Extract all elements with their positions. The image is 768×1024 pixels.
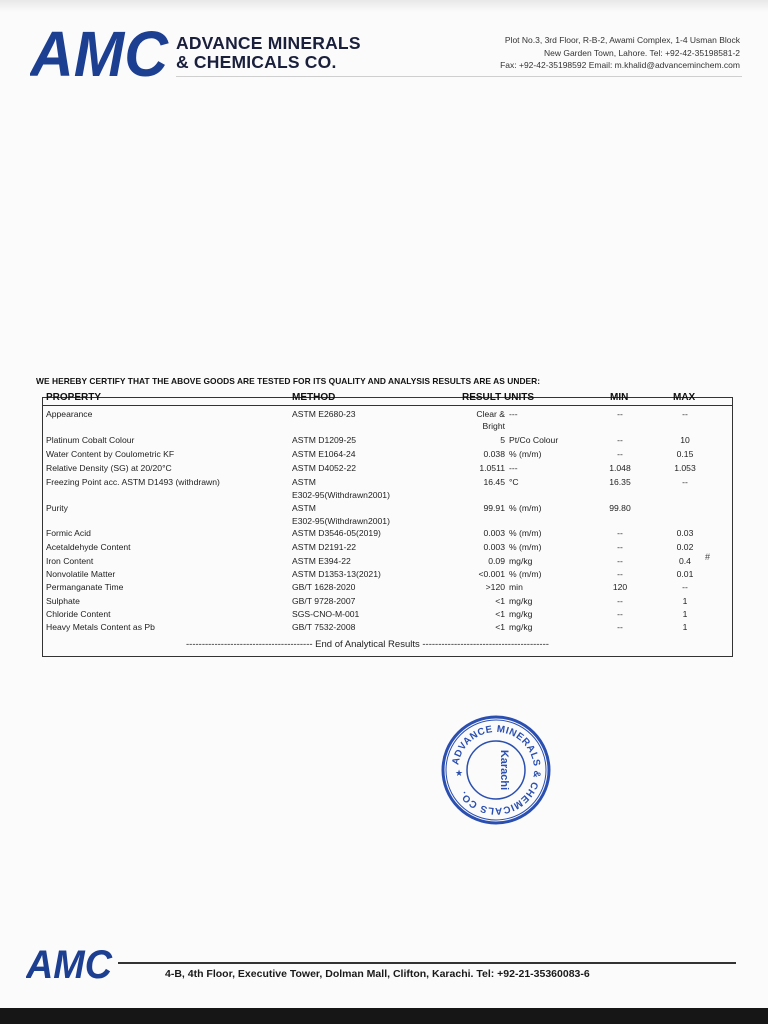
- cell-method: ASTM D1353-13(2021): [292, 569, 381, 579]
- cell-method: ASTM: [292, 477, 316, 487]
- cell-property: Heavy Metals Content as Pb: [46, 622, 155, 632]
- cell-unit: mg/kg: [509, 556, 533, 566]
- cell-min: 99.80: [609, 503, 631, 513]
- header-address-line1: Plot No.3, 3rd Floor, R-B-2, Awami Complex, 1-4 Usman Block: [504, 35, 740, 45]
- cell-unit: Pt/Co Colour: [509, 435, 559, 445]
- cell-unit: % (m/m): [509, 503, 542, 513]
- cell-property: Purity: [46, 503, 68, 513]
- seal-city: Karachi: [498, 749, 510, 791]
- cell-max: --: [682, 582, 688, 592]
- scan-bottom-edge: [0, 1008, 768, 1024]
- cell-property: Platinum Cobalt Colour: [46, 435, 135, 445]
- cell-max: 1: [682, 609, 688, 619]
- cell-min: 120: [612, 582, 628, 592]
- cell-result: Bright: [482, 421, 505, 431]
- cell-result: 0.038: [483, 449, 505, 459]
- cell-result: Clear &: [476, 409, 505, 419]
- cell-result: 0.003: [483, 542, 505, 552]
- cell-max: 0.03: [676, 528, 694, 538]
- cell-method: ASTM: [292, 503, 316, 513]
- cell-method: ASTM D4052-22: [292, 463, 357, 473]
- cell-method: E302-95(Withdrawn2001): [292, 490, 390, 500]
- cell-method: ASTM E2680-23: [292, 409, 356, 419]
- company-name: [176, 34, 361, 72]
- cell-min: --: [617, 569, 623, 579]
- cell-result: <0.001: [478, 569, 505, 579]
- header-address-line3: Fax: +92-42-35198592 Email: m.khalid@advanceminchem.com: [500, 60, 740, 70]
- cell-min: 1.048: [609, 463, 631, 473]
- cell-unit: % (m/m): [509, 528, 542, 538]
- company-seal: [440, 714, 552, 826]
- scan-edge-shadow: [0, 0, 768, 12]
- cell-min: --: [617, 435, 623, 445]
- cell-property: Appearance: [46, 409, 93, 419]
- cell-result: <1: [495, 622, 505, 632]
- cell-max: 0.01: [676, 569, 694, 579]
- cell-max: 0.02: [676, 542, 694, 552]
- amc-logo: [30, 22, 170, 82]
- cell-result: 0.09: [488, 556, 505, 566]
- cell-result: 99.91: [483, 503, 505, 513]
- cell-result: <1: [495, 609, 505, 619]
- cell-method: ASTM E1064-24: [292, 449, 356, 459]
- cell-min: --: [617, 622, 623, 632]
- certification-statement: WE HEREBY CERTIFY THAT THE ABOVE GOODS ARE TESTED FOR ITS QUALITY AND ANALYSIS RESULTS ARE AS UNDER:: [36, 376, 541, 386]
- cell-unit: % (m/m): [509, 449, 542, 459]
- cell-method: SGS-CNO-M-001: [292, 609, 360, 619]
- footer-rule: [118, 962, 736, 964]
- footer-amc-logo: [26, 944, 114, 982]
- cell-result: <1: [495, 596, 505, 606]
- header-property: PROPERTY: [46, 392, 102, 403]
- cell-property: Freezing Point acc. ASTM D1493 (withdrawn): [46, 477, 220, 487]
- cell-unit: mg/kg: [509, 609, 533, 619]
- cell-method: E302-95(Withdrawn2001): [292, 516, 390, 526]
- cell-min: 16.35: [609, 477, 631, 487]
- cell-property: Water Content by Coulometric KF: [46, 449, 175, 459]
- cell-unit: min: [509, 582, 523, 592]
- footer-address: 4-B, 4th Floor, Executive Tower, Dolman Mall, Clifton, Karachi. Tel: +92-21-35360083-6: [165, 968, 590, 980]
- cell-method: ASTM D1209-25: [292, 435, 357, 445]
- cell-unit: ---: [509, 409, 518, 419]
- cell-method: ASTM D3546-05(2019): [292, 528, 381, 538]
- cell-result: >120: [485, 582, 505, 592]
- cell-property: Acetaldehyde Content: [46, 542, 131, 552]
- end-of-results: ---------------------------------------- End of Analytical Results ----------------------------------------: [186, 639, 549, 650]
- cell-property: Nonvolatile Matter: [46, 569, 116, 579]
- cell-property: Relative Density (SG) at 20/20°C: [46, 463, 172, 473]
- cell-min: --: [617, 528, 623, 538]
- seal-star-icon: ★: [455, 768, 464, 778]
- cell-property: Iron Content: [46, 556, 94, 566]
- cell-unit: % (m/m): [509, 569, 542, 579]
- cell-max: 1: [682, 596, 688, 606]
- cell-property: Chloride Content: [46, 609, 111, 619]
- header-result-units: RESULT UNITS: [462, 392, 535, 403]
- seal-ring-text: ADVANCE MINERALS & CHEMICALS CO.: [450, 723, 543, 817]
- cell-min: --: [617, 449, 623, 459]
- header-address-line2: New Garden Town, Lahore. Tel: +92-42-35198581-2: [543, 47, 740, 58]
- cell-property: Permanganate Time: [46, 582, 124, 592]
- margin-mark: #: [705, 552, 711, 562]
- cell-result: 0.003: [483, 528, 505, 538]
- cell-min: --: [617, 596, 623, 606]
- header-rule: [176, 76, 742, 77]
- cell-min: --: [617, 409, 623, 419]
- cell-unit: mg/kg: [509, 596, 533, 606]
- company-name-line2: & CHEMICALS CO.: [176, 52, 337, 72]
- cell-max: 1.053: [674, 463, 696, 473]
- cell-property: Formic Acid: [46, 528, 91, 538]
- cell-result: 1.0511: [479, 463, 505, 473]
- header-contact: [500, 34, 740, 72]
- header-min: MIN: [610, 392, 629, 403]
- header-method: METHOD: [292, 392, 336, 403]
- cell-max: 0.15: [676, 449, 694, 459]
- cell-unit: % (m/m): [509, 542, 542, 552]
- cell-method: GB/T 9728-2007: [292, 596, 356, 606]
- company-name-line1: ADVANCE MINERALS: [176, 33, 361, 53]
- cell-unit: mg/kg: [509, 622, 533, 632]
- cell-method: ASTM D2191-22: [292, 542, 357, 552]
- cell-unit: ---: [509, 463, 518, 473]
- cell-min: --: [617, 556, 623, 566]
- cell-max: 1: [682, 622, 688, 632]
- cell-method: GB/T 7532-2008: [292, 622, 356, 632]
- cell-result: 5: [500, 435, 505, 445]
- table-header-rule: [42, 405, 732, 406]
- cell-min: --: [617, 609, 623, 619]
- cell-result: 16.45: [483, 477, 505, 487]
- cell-unit: °C: [509, 477, 519, 487]
- cell-min: --: [617, 542, 623, 552]
- cell-property: Sulphate: [46, 596, 80, 606]
- cell-method: ASTM E394-22: [292, 556, 351, 566]
- footer-logo-text: AMC: [26, 944, 114, 982]
- amc-logo-text: AMC: [30, 22, 169, 82]
- cell-max: 10: [680, 435, 690, 445]
- cell-max: 0.4: [679, 556, 691, 566]
- cell-max: --: [682, 477, 688, 487]
- cell-method: GB/T 1628-2020: [292, 582, 356, 592]
- header-max: MAX: [673, 392, 696, 403]
- cell-max: --: [682, 409, 688, 419]
- svg-text:ADVANCE MINERALS & CHEMICALS C: [450, 724, 542, 816]
